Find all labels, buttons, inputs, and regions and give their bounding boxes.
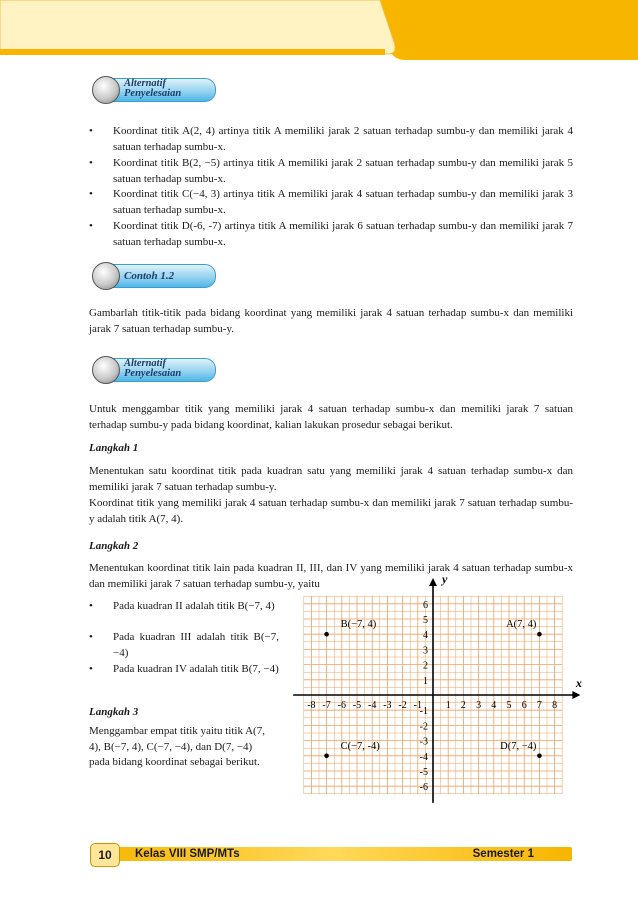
- langkah2-p1: Menentukan koordinat titik lain pada kuadran II, III, dan IV yang memiliki jarak 4 satuan terhadap sumbu-x dan memiliki jarak 7 satuan terhadap sumbu-y, yaitu: [89, 562, 573, 590]
- x-tick-label: 7: [536, 700, 542, 711]
- list-item: • Koordinat titik D(-6, -7) artinya titik A memiliki jarak 6 satuan terhadap sumbu-y dan memiliki jarak 7 satuan terhadap sumbu-x.: [89, 220, 573, 248]
- langkah1-p1: Menentukan satu koordinat titik pada kuadran satu yang memiliki jarak 4 satuan terhadap sumbu-x dan memiliki jarak 7 satuan terhadap sumbu-y.: [89, 465, 573, 493]
- y-tick-label: 2: [423, 660, 428, 672]
- y-tick-label: 4: [423, 630, 428, 642]
- data-point: [324, 632, 329, 637]
- list-item: • Pada kuadran II adalah titik B(−7, 4): [89, 600, 275, 612]
- list-item: • Pada kuadran III adalah titik B(−7, −4): [89, 631, 279, 659]
- y-tick-label: 1: [423, 675, 428, 687]
- langkah3-text: Menggambar empat titik yaitu titik A(7, 4), B(−7, 4), C(−7, −4), dan D(7, −4) pada bidang koordinat sebagai berikut.: [89, 725, 265, 768]
- x-tick-label: -8: [307, 700, 316, 711]
- x-axis-label: x: [575, 676, 582, 690]
- x-tick-label: 6: [521, 700, 527, 711]
- langkah2-title: Langkah 2: [89, 540, 139, 552]
- x-tick-label: 1: [445, 700, 451, 711]
- list-item: • Koordinat titik C(−4, 3) artinya titik A memiliki jarak 4 satuan terhadap sumbu-y dan memiliki jarak 3 satuan terhadap sumbu-x.: [89, 188, 573, 216]
- y-tick-label: -3: [419, 736, 428, 748]
- x-tick-label: 3: [476, 700, 482, 711]
- x-tick-label: -2: [398, 700, 407, 711]
- x-axis-arrow: [572, 691, 580, 699]
- point-label: C(−7, -4): [340, 740, 380, 752]
- y-tick-label: -1: [419, 706, 428, 718]
- data-point: [324, 754, 329, 759]
- y-tick-label: -4: [419, 751, 428, 763]
- contoh-text: Gambarlah titik-titik pada bidang koordinat yang memiliki jarak 4 satuan terhadap sumbu-x dan memiliki jarak 7 satuan terhadap sumbu-y.: [89, 307, 573, 335]
- badge-line-1: Alternatif: [124, 78, 167, 89]
- y-tick-label: -5: [419, 767, 428, 778]
- langkah1-p2: Koordinat titik yang memiliki jarak 4 satuan terhadap sumbu-x dan memiliki jarak 7 satuan terhadap sumbu-y adalah titik A(7, 4).: [89, 497, 573, 525]
- x-tick-label: 2: [460, 700, 466, 711]
- x-tick-label: -5: [352, 700, 362, 711]
- y-tick-label: -6: [419, 782, 428, 794]
- x-tick-label: -4: [368, 700, 377, 711]
- data-point: [537, 632, 542, 637]
- x-tick-label: 4: [491, 700, 497, 711]
- y-tick-label: 3: [423, 645, 428, 657]
- langkah3-title: Langkah 3: [89, 706, 139, 718]
- page-number: 10: [90, 843, 120, 867]
- footer-right: Semester 1: [472, 848, 534, 860]
- x-tick-label: -7: [322, 700, 331, 711]
- point-label: D(7, −4): [500, 740, 537, 752]
- data-point: [537, 754, 542, 759]
- y-tick-label: 6: [423, 599, 428, 611]
- badge-line-1: Alternatif: [124, 358, 167, 369]
- contoh-label: Contoh 1.2: [124, 270, 175, 282]
- list-item: • Pada kuadran IV adalah titik B(7, −4): [89, 663, 279, 675]
- x-tick-label: -1: [413, 700, 422, 711]
- x-tick-label: 5: [506, 700, 512, 711]
- point-label: A(7, 4): [506, 619, 537, 631]
- badge-line-2: Penyelesaian: [124, 368, 182, 379]
- y-axis-arrow: [429, 578, 437, 586]
- x-tick-label: 8: [552, 700, 558, 711]
- footer-left: Kelas VIII SMP/MTs: [135, 848, 240, 860]
- y-tick-label: 5: [423, 615, 428, 626]
- badge-line-2: Penyelesaian: [124, 88, 182, 99]
- y-tick-label: -2: [419, 721, 428, 733]
- x-tick-label: -3: [383, 700, 392, 711]
- footer: [90, 843, 572, 865]
- list-item: • Koordinat titik A(2, 4) artinya titik A memiliki jarak 2 satuan terhadap sumbu-y dan memiliki jarak 4 satuan terhadap sumbu-x.: [89, 125, 573, 153]
- point-label: B(−7, 4): [340, 619, 377, 631]
- intro-text: Untuk menggambar titik yang memiliki jarak 4 satuan terhadap sumbu-x dan memiliki jarak 7 satuan terhadap sumbu-y pada bidang koordinat, kalian lakukan prosedur sebagai berikut.: [89, 403, 573, 431]
- x-tick-label: -6: [337, 700, 346, 711]
- langkah1-title: Langkah 1: [89, 442, 139, 454]
- y-axis-label: y: [442, 572, 448, 587]
- list-item: • Koordinat titik B(2, −5) artinya titik A memiliki jarak 2 satuan terhadap sumbu-y dan memiliki jarak 5 satuan terhadap sumbu-x.: [89, 157, 573, 185]
